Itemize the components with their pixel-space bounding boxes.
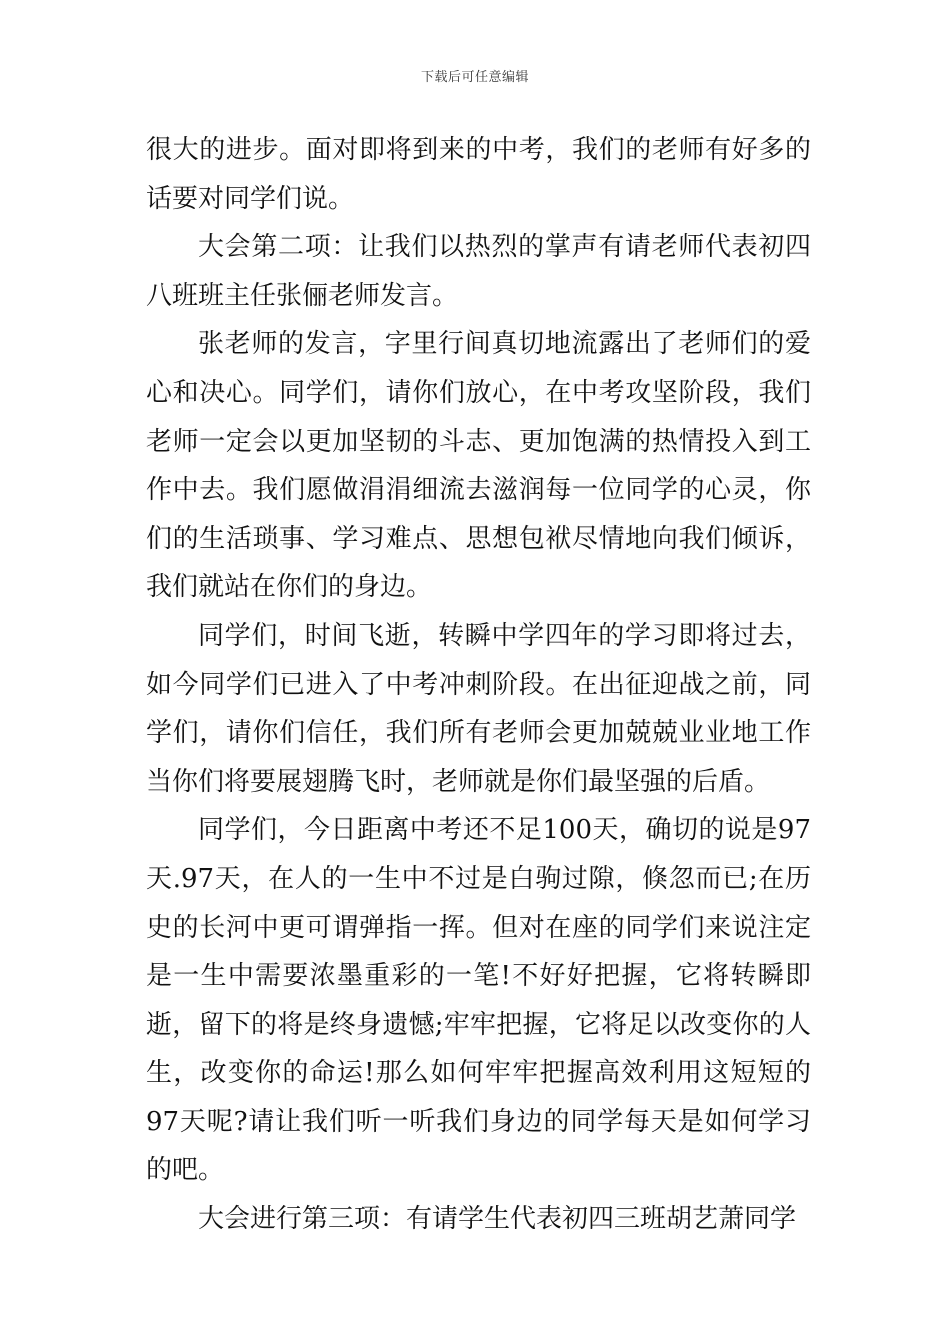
paragraph-5: 同学们，今日距离中考还不足100天，确切的说是97天.97天，在人的一生中不过是白驹过隙，倏忽而已;在历史的长河中更可谓弹指一挥。但对在座的同学们来说注定是一生中需要浓墨重彩的一笔!不好好把握，它将转瞬即逝，留下的将是终身遗憾;牢牢把握，它将足以改变你的人生，改变你的命运!那么如何牢牢把握高效利用这短短的97天呢?请让我们听一听我们身边的同学每天是如何学习的吧。 — [146, 815, 811, 1186]
document-body — [146, 126, 811, 1244]
paragraph-3: 张老师的发言，字里行间真切地流露出了老师们的爱心和决心。同学们，请你们放心，在中考攻坚阶段，我们老师一定会以更加坚韧的斗志、更加饱满的热情投入到工作中去。我们愿做涓涓细流去滋润每一位同学的心灵，你们的生活琐事、学习难点、思想包袱尽情地向我们倾诉，我们就站在你们的身边。 — [146, 329, 811, 603]
paragraph-6: 大会进行第三项：有请学生代表初四三班胡艺萧同学 — [198, 1204, 797, 1235]
paragraph-4: 同学们，时间飞逝，转瞬中学四年的学习即将过去，如今同学们已进入了中考冲刺阶段。在出征迎战之前，同学们，请你们信任，我们所有老师会更加兢兢业业地工作当你们将要展翅腾飞时，老师就是你们最坚强的后盾。 — [146, 620, 811, 797]
paragraph-1: 很大的进步。面对即将到来的中考，我们的老师有好多的话要对同学们说。 — [146, 135, 811, 214]
paragraph-2: 大会第二项：让我们以热烈的掌声有请老师代表初四八班班主任张俪老师发言。 — [146, 232, 811, 311]
page-header: 下载后可任意编辑 — [420, 70, 529, 85]
